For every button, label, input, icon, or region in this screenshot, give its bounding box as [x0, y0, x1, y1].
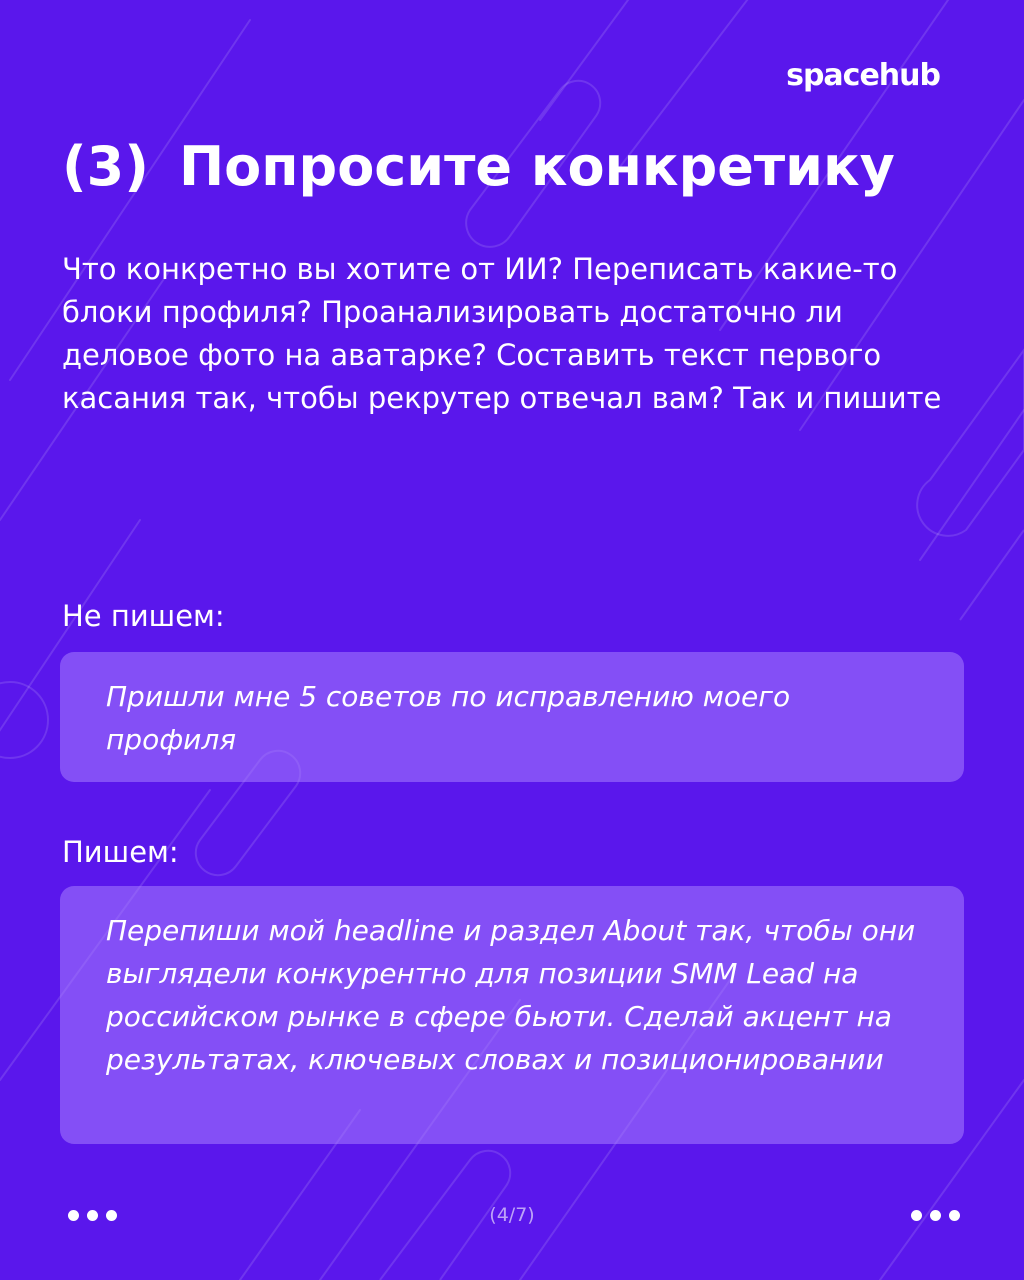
do-write-card	[60, 886, 964, 1144]
spacehub-logo: spacehub	[786, 58, 940, 93]
lead-paragraph: Что конкретно вы хотите от ИИ? Переписать какие-то блоки профиля? Проанализировать достаточно ли деловое фото на аватарке? Составить текст первого касания так, чтобы рекрутер отвечал вам? Так и пишите	[62, 252, 942, 415]
title-text: Попросите конкретику	[178, 135, 895, 198]
do-write-label: Пишем:	[62, 835, 179, 869]
dont-write-example: Пришли мне 5 советов по исправлению моего профиля	[106, 680, 791, 756]
section-number: (3)	[62, 135, 149, 198]
dont-write-label: Не пишем:	[62, 599, 225, 633]
do-write-example: Перепиши мой headline и раздел About так, чтобы они выглядели конкурентно для позиции SMM Lead на российском рынке в сфере бьюти. Сделай акцент на результатах, ключевых словах и позиционировании	[106, 914, 916, 1076]
more-dots-icon-right	[911, 1210, 960, 1221]
page-title	[62, 132, 962, 202]
page-indicator: (4/7)	[489, 1204, 535, 1226]
dont-write-card	[60, 652, 964, 782]
